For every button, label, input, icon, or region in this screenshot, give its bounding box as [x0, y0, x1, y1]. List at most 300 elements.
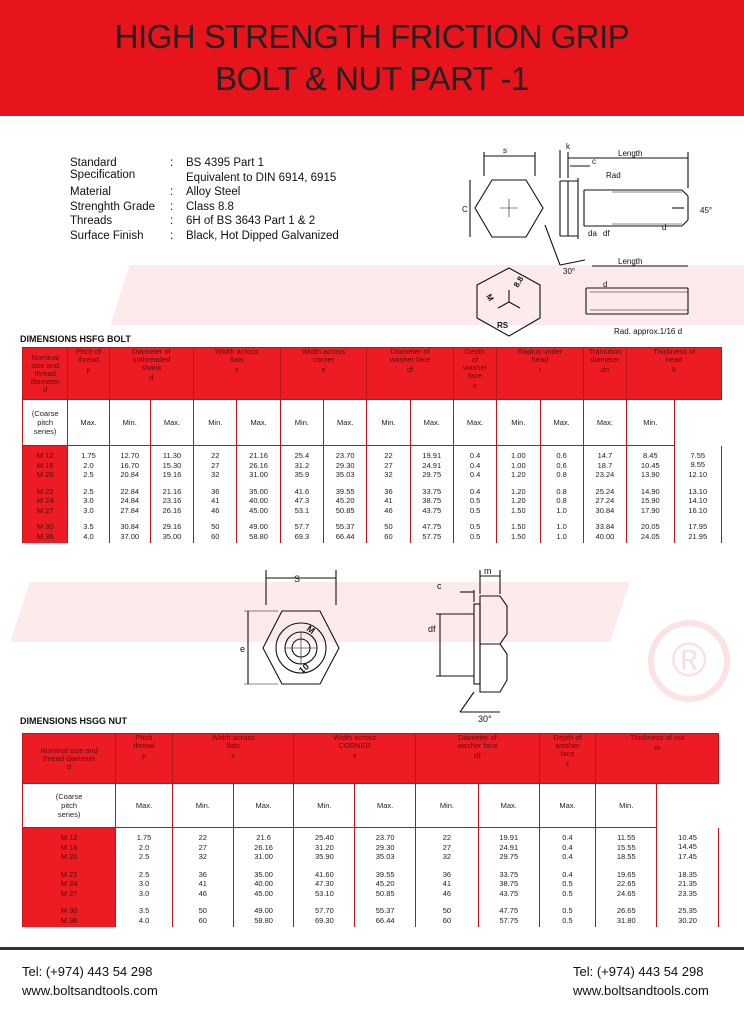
row-value-cells [194, 482, 237, 518]
col-header-nominal-size [23, 348, 68, 400]
sub-header-maxmin: Max. [355, 784, 416, 828]
sub-header-maxmin: Max. [410, 400, 453, 446]
col-header-group [627, 348, 722, 400]
spec-row [70, 230, 339, 245]
value-cell: 57.7 [294, 522, 310, 531]
header-text: Width across [301, 347, 346, 356]
row-value-cells [540, 482, 583, 518]
value-cell: 29.30 [335, 460, 355, 470]
sub-header-maxmin: Min. [416, 784, 479, 828]
sub-header-maxmin: Min. [596, 784, 657, 828]
nut-label-e: e [240, 644, 246, 654]
value-cell: 0.5 [562, 879, 573, 888]
value-cell: 0.4 [562, 842, 573, 852]
value-cell: 40.00 [595, 531, 615, 541]
row-size-cells [23, 828, 116, 864]
value-cell: 31.80 [616, 915, 636, 925]
sub-header-maxmin: Min. [367, 400, 410, 446]
value-cell: 26.16 [249, 460, 268, 470]
label-rad: Rad [606, 171, 621, 180]
footer-right-website-link[interactable]: www.boltsandtools.com [573, 983, 709, 998]
value-cell: 0.4 [562, 852, 573, 861]
spec-label: Threads [70, 215, 113, 227]
value-cell: 46 [384, 505, 393, 515]
spec-colon [170, 172, 186, 187]
value-cell: 19.91 [422, 451, 442, 460]
spec-value: 6H of BS 3643 Part 1 & 2 [186, 215, 316, 227]
value-cell: 47.30 [314, 879, 334, 888]
bolt-dimensions-table [22, 347, 722, 543]
value-cell: 53.1 [294, 505, 310, 515]
value-cell: 36 [211, 486, 220, 496]
value-cell: 21.16 [162, 486, 182, 496]
sub-header-maxmin: Max. [539, 784, 596, 828]
row-value-cells [596, 900, 657, 927]
row-value-cells [674, 446, 721, 482]
header-text: Radius under [517, 347, 563, 356]
value-cell: 0.4 [469, 460, 481, 470]
row-value-cells [410, 517, 453, 543]
value-cell: 21.35 [678, 879, 697, 888]
value-cell: 55.37 [335, 522, 355, 531]
row-value-cells [627, 517, 674, 543]
header-text: d [67, 761, 72, 771]
value-cell: 13.90 [640, 470, 660, 479]
header-text: head [531, 355, 549, 364]
col-header-nominal-size [23, 734, 116, 784]
value-cell: 50 [442, 906, 452, 915]
size-cell: M 22 [60, 869, 78, 879]
row-value-cells [453, 517, 496, 543]
value-cell: 35.00 [249, 486, 268, 496]
col-header-group [596, 734, 719, 784]
value-cell: 41 [384, 496, 393, 505]
value-cell: 1.75 [81, 451, 96, 460]
row-value-cells [280, 482, 323, 518]
row-value-cells [539, 900, 596, 927]
value-cell: 32 [442, 852, 452, 861]
value-cell: 57.75 [422, 531, 442, 541]
row-size-cells [23, 900, 116, 927]
row-value-cells [116, 900, 173, 927]
header-text: of [471, 355, 479, 364]
value-cell: 35.9 [294, 470, 310, 479]
value-cell: 25.24 [595, 486, 615, 496]
sub-header-maxmin: Max. [478, 784, 539, 828]
value-cell: 45.20 [335, 496, 355, 505]
value-cell: 41 [211, 496, 220, 505]
row-value-cells [410, 482, 453, 518]
label-length-2: Length [618, 257, 643, 266]
value-cell: 4.0 [138, 915, 150, 925]
value-cell: 50 [384, 522, 393, 531]
row-value-cells [410, 446, 453, 482]
row-value-cells [416, 828, 479, 864]
row-size-cells [23, 517, 68, 543]
value-cell: 58.80 [254, 915, 273, 925]
value-cell: 0.4 [562, 869, 573, 879]
value-cell: 45.20 [375, 879, 395, 888]
value-cell: 16.10 [688, 505, 708, 515]
col-header-group [453, 348, 496, 400]
spec-colon: : [170, 157, 174, 169]
value-cell: 40.00 [249, 496, 268, 505]
row-value-cells [540, 446, 583, 482]
value-cell: 0.6 [556, 451, 567, 460]
row-value-cells [627, 482, 674, 518]
page-title-line1: HIGH STRENGTH FRICTION GRIP [114, 18, 630, 55]
footer-left-website-link[interactable]: www.boltsandtools.com [22, 983, 158, 998]
header-symbol: df [406, 365, 414, 374]
spec-value: Alloy Steel [186, 186, 241, 198]
sub-header-maxmin: Min. [627, 400, 674, 446]
sub-header-coarse-pitch [23, 784, 116, 828]
row-value-cells [116, 864, 173, 901]
value-cell: 10.45 [678, 832, 697, 842]
value-cell: 25.40 [314, 833, 334, 842]
value-cell: 66.44 [375, 915, 395, 925]
spec-row [70, 215, 339, 230]
value-cell: 19.65 [616, 869, 636, 879]
header-text: flats [230, 355, 244, 364]
header-text: Thickness of [652, 347, 696, 356]
value-cell: 24.84 [120, 496, 140, 505]
value-cell: 4.0 [83, 531, 94, 541]
sub-header-maxmin: Max. [233, 784, 294, 828]
size-cell: M 24 [36, 496, 54, 505]
value-cell: 14.10 [688, 496, 708, 505]
value-cell: 1.00 [511, 451, 526, 460]
row-value-cells [627, 446, 674, 482]
value-cell: 60 [211, 531, 220, 541]
size-cell: M 36 [36, 531, 54, 541]
col-header-group [109, 348, 194, 400]
header-text: Width across [215, 347, 259, 356]
row-size-cells [23, 864, 116, 901]
label-k: k [566, 142, 570, 151]
value-cell: 2.0 [83, 460, 94, 470]
header-text: diameter [590, 355, 620, 364]
nut-label-c: c [437, 581, 442, 591]
value-cell: 18.35 [678, 869, 697, 879]
nut-label-s: S [294, 574, 301, 584]
value-cell: 0.5 [562, 888, 573, 898]
header-text: unthreaded [132, 355, 171, 364]
value-cell: 60 [442, 915, 452, 925]
value-cell: 69.3 [294, 531, 310, 541]
row-value-cells [324, 482, 367, 518]
size-cell: M 27 [60, 888, 78, 898]
registered-mark-watermark: ® [648, 620, 730, 702]
value-cell: 0.5 [562, 906, 573, 915]
value-cell: 69.30 [314, 915, 334, 925]
header-text: washer face [457, 741, 498, 750]
col-header-group [497, 348, 584, 400]
value-cell: 9.55 [690, 460, 706, 469]
value-cell: 13.10 [688, 486, 708, 496]
row-value-cells [416, 900, 479, 927]
value-cell: 14.7 [597, 451, 613, 460]
col-header-group [172, 734, 294, 784]
spec-value: Class 8.8 [186, 200, 234, 213]
value-cell: 47.75 [499, 906, 519, 915]
row-value-cells [233, 900, 294, 927]
value-cell: 25.4 [294, 451, 310, 460]
row-value-cells [596, 828, 657, 864]
value-cell: 15.30 [162, 460, 182, 470]
header-symbol: c [565, 759, 570, 768]
value-cell: 46 [198, 888, 207, 898]
value-cell: 39.55 [335, 486, 355, 496]
sub-header-maxmin: Min. [497, 400, 540, 446]
label-d: d [662, 223, 667, 232]
header-symbol: df [474, 751, 481, 760]
value-cell: 22 [211, 451, 220, 460]
nut-section-title: DIMENSIONS HSGG NUT [20, 716, 128, 726]
header-text: Depth [465, 347, 486, 356]
value-cell: 60 [198, 915, 207, 925]
value-cell: 11.55 [617, 833, 636, 842]
table-row-group [23, 446, 722, 482]
value-cell: 23.70 [375, 833, 395, 842]
value-cell: 31.00 [249, 470, 268, 479]
spec-value: Black, Hot Dipped Galvanized [186, 229, 339, 242]
header-text: Pitch [135, 733, 153, 742]
value-cell: 43.75 [499, 888, 519, 898]
value-cell: 0.5 [562, 915, 573, 925]
row-value-cells [150, 517, 193, 543]
col-header-group [539, 734, 596, 784]
value-cell: 22 [198, 833, 207, 842]
value-cell: 29.75 [499, 852, 519, 861]
header-text: Pitch of [75, 347, 101, 356]
row-value-cells [478, 864, 539, 901]
row-value-cells [194, 517, 237, 543]
row-value-cells [150, 482, 193, 518]
spec-label: Material [70, 186, 111, 198]
header-text: Nominal [31, 352, 59, 362]
value-cell: 35.03 [375, 852, 395, 861]
value-cell: 27.84 [120, 505, 140, 515]
header-symbol: e [352, 751, 357, 760]
header-text: (Coarse [31, 409, 59, 418]
value-cell: 33.75 [499, 869, 519, 879]
size-cell: M 16 [60, 842, 78, 852]
value-cell: 0.5 [469, 531, 481, 541]
value-cell: 14.45 [678, 842, 697, 851]
value-cell: 50 [211, 522, 220, 531]
value-cell: 21.95 [688, 531, 708, 541]
row-value-cells [294, 900, 355, 927]
specification-list [70, 157, 339, 244]
value-cell: 14.90 [640, 486, 660, 496]
head-marking-maker: RS [497, 321, 509, 330]
value-cell: 22.84 [120, 486, 140, 496]
row-value-cells [109, 482, 150, 518]
row-value-cells [172, 828, 233, 864]
header-text: d [43, 384, 48, 394]
col-header-group [194, 348, 281, 400]
label-C: C [462, 205, 468, 214]
value-cell: 29.30 [375, 842, 395, 852]
row-value-cells [674, 482, 721, 518]
row-value-cells [355, 828, 416, 864]
header-text: pitch [37, 418, 54, 427]
col-header-group [367, 348, 454, 400]
value-cell: 0.5 [469, 496, 481, 505]
title-banner [0, 0, 744, 116]
value-cell: 1.20 [511, 470, 526, 479]
value-cell: 23.24 [595, 470, 615, 479]
row-value-cells [583, 517, 626, 543]
size-cell: M 27 [36, 505, 54, 515]
value-cell: 27 [442, 842, 452, 852]
row-value-cells [194, 446, 237, 482]
nut-label-m: m [484, 566, 492, 576]
header-text: face [467, 371, 483, 380]
value-cell: 32 [198, 852, 207, 861]
value-cell: 15.55 [616, 842, 636, 852]
table-row-group [23, 517, 722, 543]
header-text: size and [31, 360, 60, 370]
header-symbol: dn [600, 365, 610, 374]
header-text: series) [33, 427, 57, 436]
value-cell: 22.65 [616, 879, 636, 888]
row-size-cells [23, 446, 68, 482]
value-cell: 29.75 [422, 470, 442, 479]
value-cell: 24.05 [640, 531, 660, 541]
value-cell: 45.00 [249, 505, 268, 515]
value-cell: 37.00 [120, 531, 140, 541]
row-value-cells [68, 446, 109, 482]
value-cell: 2.5 [138, 852, 150, 861]
value-cell: 3.5 [83, 522, 94, 531]
col-header-group [583, 348, 626, 400]
value-cell: 46 [211, 505, 220, 515]
header-symbol: k [672, 365, 676, 374]
spec-row [70, 201, 339, 216]
header-text: washer face [389, 355, 431, 364]
value-cell: 21.16 [249, 451, 268, 460]
value-cell: 27 [211, 460, 220, 470]
header-text: pitch [61, 801, 78, 810]
value-cell: 26.65 [616, 906, 636, 915]
value-cell: 19.91 [499, 833, 519, 842]
header-text: Width across [211, 733, 255, 742]
value-cell: 43.75 [422, 505, 442, 515]
value-cell: 1.75 [136, 833, 152, 842]
row-value-cells [497, 517, 540, 543]
col-header-group [68, 348, 109, 400]
row-value-cells [657, 864, 719, 901]
value-cell: 10.45 [640, 460, 660, 470]
header-text: Diameter of [390, 347, 430, 356]
value-cell: 16.70 [120, 460, 140, 470]
header-text: flats [226, 741, 241, 750]
header-symbol: c [473, 381, 477, 390]
label-c: c [592, 157, 596, 166]
value-cell: 17.45 [678, 851, 697, 861]
col-header-group [416, 734, 540, 784]
value-cell: 1.0 [556, 531, 567, 541]
value-cell: 47.3 [294, 496, 310, 505]
value-cell: 27 [198, 842, 207, 852]
row-value-cells [657, 828, 719, 864]
value-cell: 3.0 [138, 888, 150, 898]
sub-header-maxmin: Min. [109, 400, 150, 446]
sub-header-maxmin: Min. [280, 400, 323, 446]
row-value-cells [674, 517, 721, 543]
value-cell: 38.75 [422, 496, 442, 505]
row-value-cells [367, 446, 410, 482]
header-text: thread [133, 741, 155, 750]
table-row-group [23, 482, 722, 518]
value-cell: 35.90 [314, 852, 334, 861]
nut-label-30: 30° [478, 714, 492, 724]
value-cell: 22 [384, 451, 393, 460]
size-cell: M 16 [36, 460, 54, 470]
value-cell: 58.80 [249, 531, 268, 541]
table-row-group [23, 900, 719, 927]
row-value-cells [233, 828, 294, 864]
header-text: series) [57, 810, 81, 819]
value-cell: 0.4 [469, 451, 481, 460]
head-marking-grade: 8.8 [511, 274, 526, 289]
row-value-cells [150, 446, 193, 482]
value-cell: 17.95 [688, 522, 708, 531]
value-cell: 35.00 [254, 869, 273, 879]
header-text: Diameter of [457, 733, 497, 742]
value-cell: 12.70 [120, 451, 140, 460]
label-length: Length [618, 149, 643, 158]
value-cell: 22 [442, 833, 452, 842]
value-cell: 38.75 [499, 879, 519, 888]
value-cell: 31.20 [314, 842, 334, 852]
value-cell: 1.50 [511, 505, 526, 515]
header-symbol: m [654, 743, 661, 752]
header-text: head [665, 355, 683, 364]
nut-dimensions-table [22, 733, 719, 927]
spec-colon: : [170, 215, 174, 227]
value-cell: 35.00 [162, 531, 182, 541]
spec-row [70, 186, 339, 201]
nut-label-df: df [428, 624, 436, 634]
header-text: thread diameter [42, 753, 96, 763]
value-cell: 2.5 [83, 470, 94, 479]
header-symbol: s [235, 365, 239, 374]
header-symbol: d [149, 373, 154, 382]
spec-colon: : [170, 186, 174, 198]
header-symbol: r [538, 365, 542, 374]
value-cell: 30.84 [120, 522, 140, 531]
spec-colon: : [170, 229, 174, 242]
value-cell: 8.45 [643, 451, 658, 460]
row-size-cells [23, 482, 68, 518]
row-value-cells [657, 900, 719, 927]
header-text: thread [77, 355, 100, 364]
row-value-cells [324, 517, 367, 543]
row-value-cells [367, 517, 410, 543]
value-cell: 41 [442, 879, 452, 888]
footer-right-tel: Tel: (+974) 443 54 298 [573, 964, 704, 979]
value-cell: 49.00 [249, 522, 268, 531]
value-cell: 3.5 [138, 906, 150, 915]
sub-header-maxmin: Max. [540, 400, 583, 446]
row-value-cells [453, 482, 496, 518]
size-cell: M 30 [36, 522, 54, 531]
value-cell: 36 [384, 486, 393, 496]
value-cell: 45.00 [254, 888, 273, 898]
